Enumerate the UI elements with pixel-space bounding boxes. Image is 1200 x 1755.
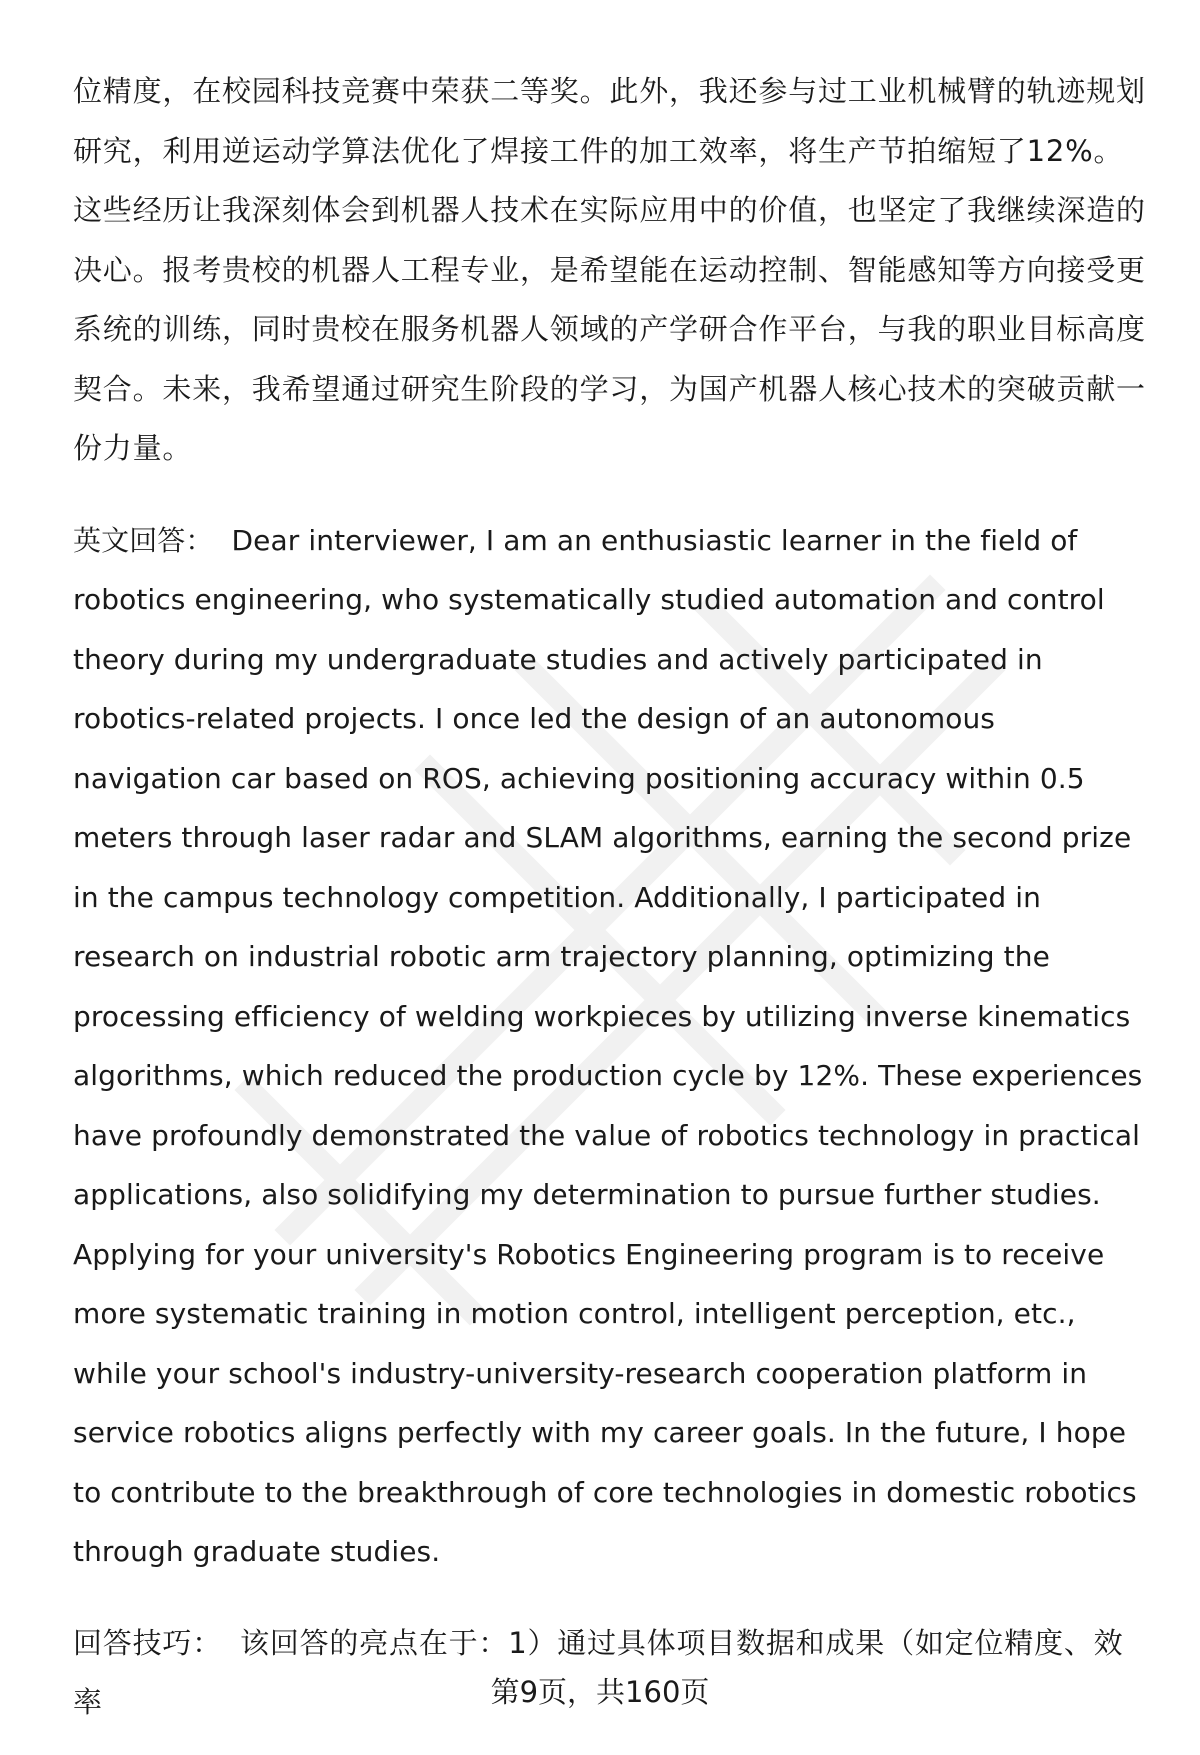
chinese-answer-paragraph: 位精度，在校园科技竞赛中荣获二等奖。此外，我还参与过工业机械臂的轨迹规划研究，利用逆运动学算法优化了焊接工件的加工效率，将生产节拍缩短了12%。这些经历让我深刻体会到机器人技术在实际应用中的价值，也坚定了我继续深造的决心。报考贵校的机器人工程专业，是希望能在运动控制、智能感知等方向接受更系统的训练，同时贵校在服务机器人领域的产学研合作平台，与我的职业目标高度契合。未来，我希望通过研究生阶段的学习，为国产机器人核心技术的突破贡献一份力量。	[73, 74, 1146, 465]
english-answer-text: Dear interviewer, I am an enthusiastic learner in the field of robotics engineering, who systematically studied automation and control theory during my undergraduate studies and actively participated in robotics-related projects. I once led the design of an autonomous navigation car based on ROS, achieving positioning accuracy within 0.5 meters through laser radar and SLAM algorithms, earning the second prize in the campus technology competition. Additionally, I participated in research on industrial robotic arm trajectory planning, optimizing the processing efficiency of welding workpieces by utilizing inverse kinematics algorithms, which reduced the production cycle by 12%. These experiences have profoundly demonstrated the value of robotics technology in practical applications, also solidifying my determination to pursue further studies. Applying for your university's Robotics Engineering program is to receive more systematic training in motion control, intelligent perception, etc., while your school's industry-university-research cooperation platform in service robotics aligns perfectly with my career goals. In the future, I hope to contribute to the breakthrough of core technologies in domestic robotics through graduate studies.	[73, 523, 1143, 1568]
answer-tips-label: 回答技巧：	[73, 1625, 223, 1660]
document-body	[73, 62, 1148, 1733]
english-answer-paragraph	[73, 511, 1148, 1582]
english-answer-label: 英文回答：	[73, 523, 214, 557]
answer-tips-text: 该回答的亮点在于：1）通过具体项目数据和成果（如定位精度、效率	[73, 1625, 1124, 1719]
page-number: 第9页，共160页	[490, 1675, 710, 1709]
